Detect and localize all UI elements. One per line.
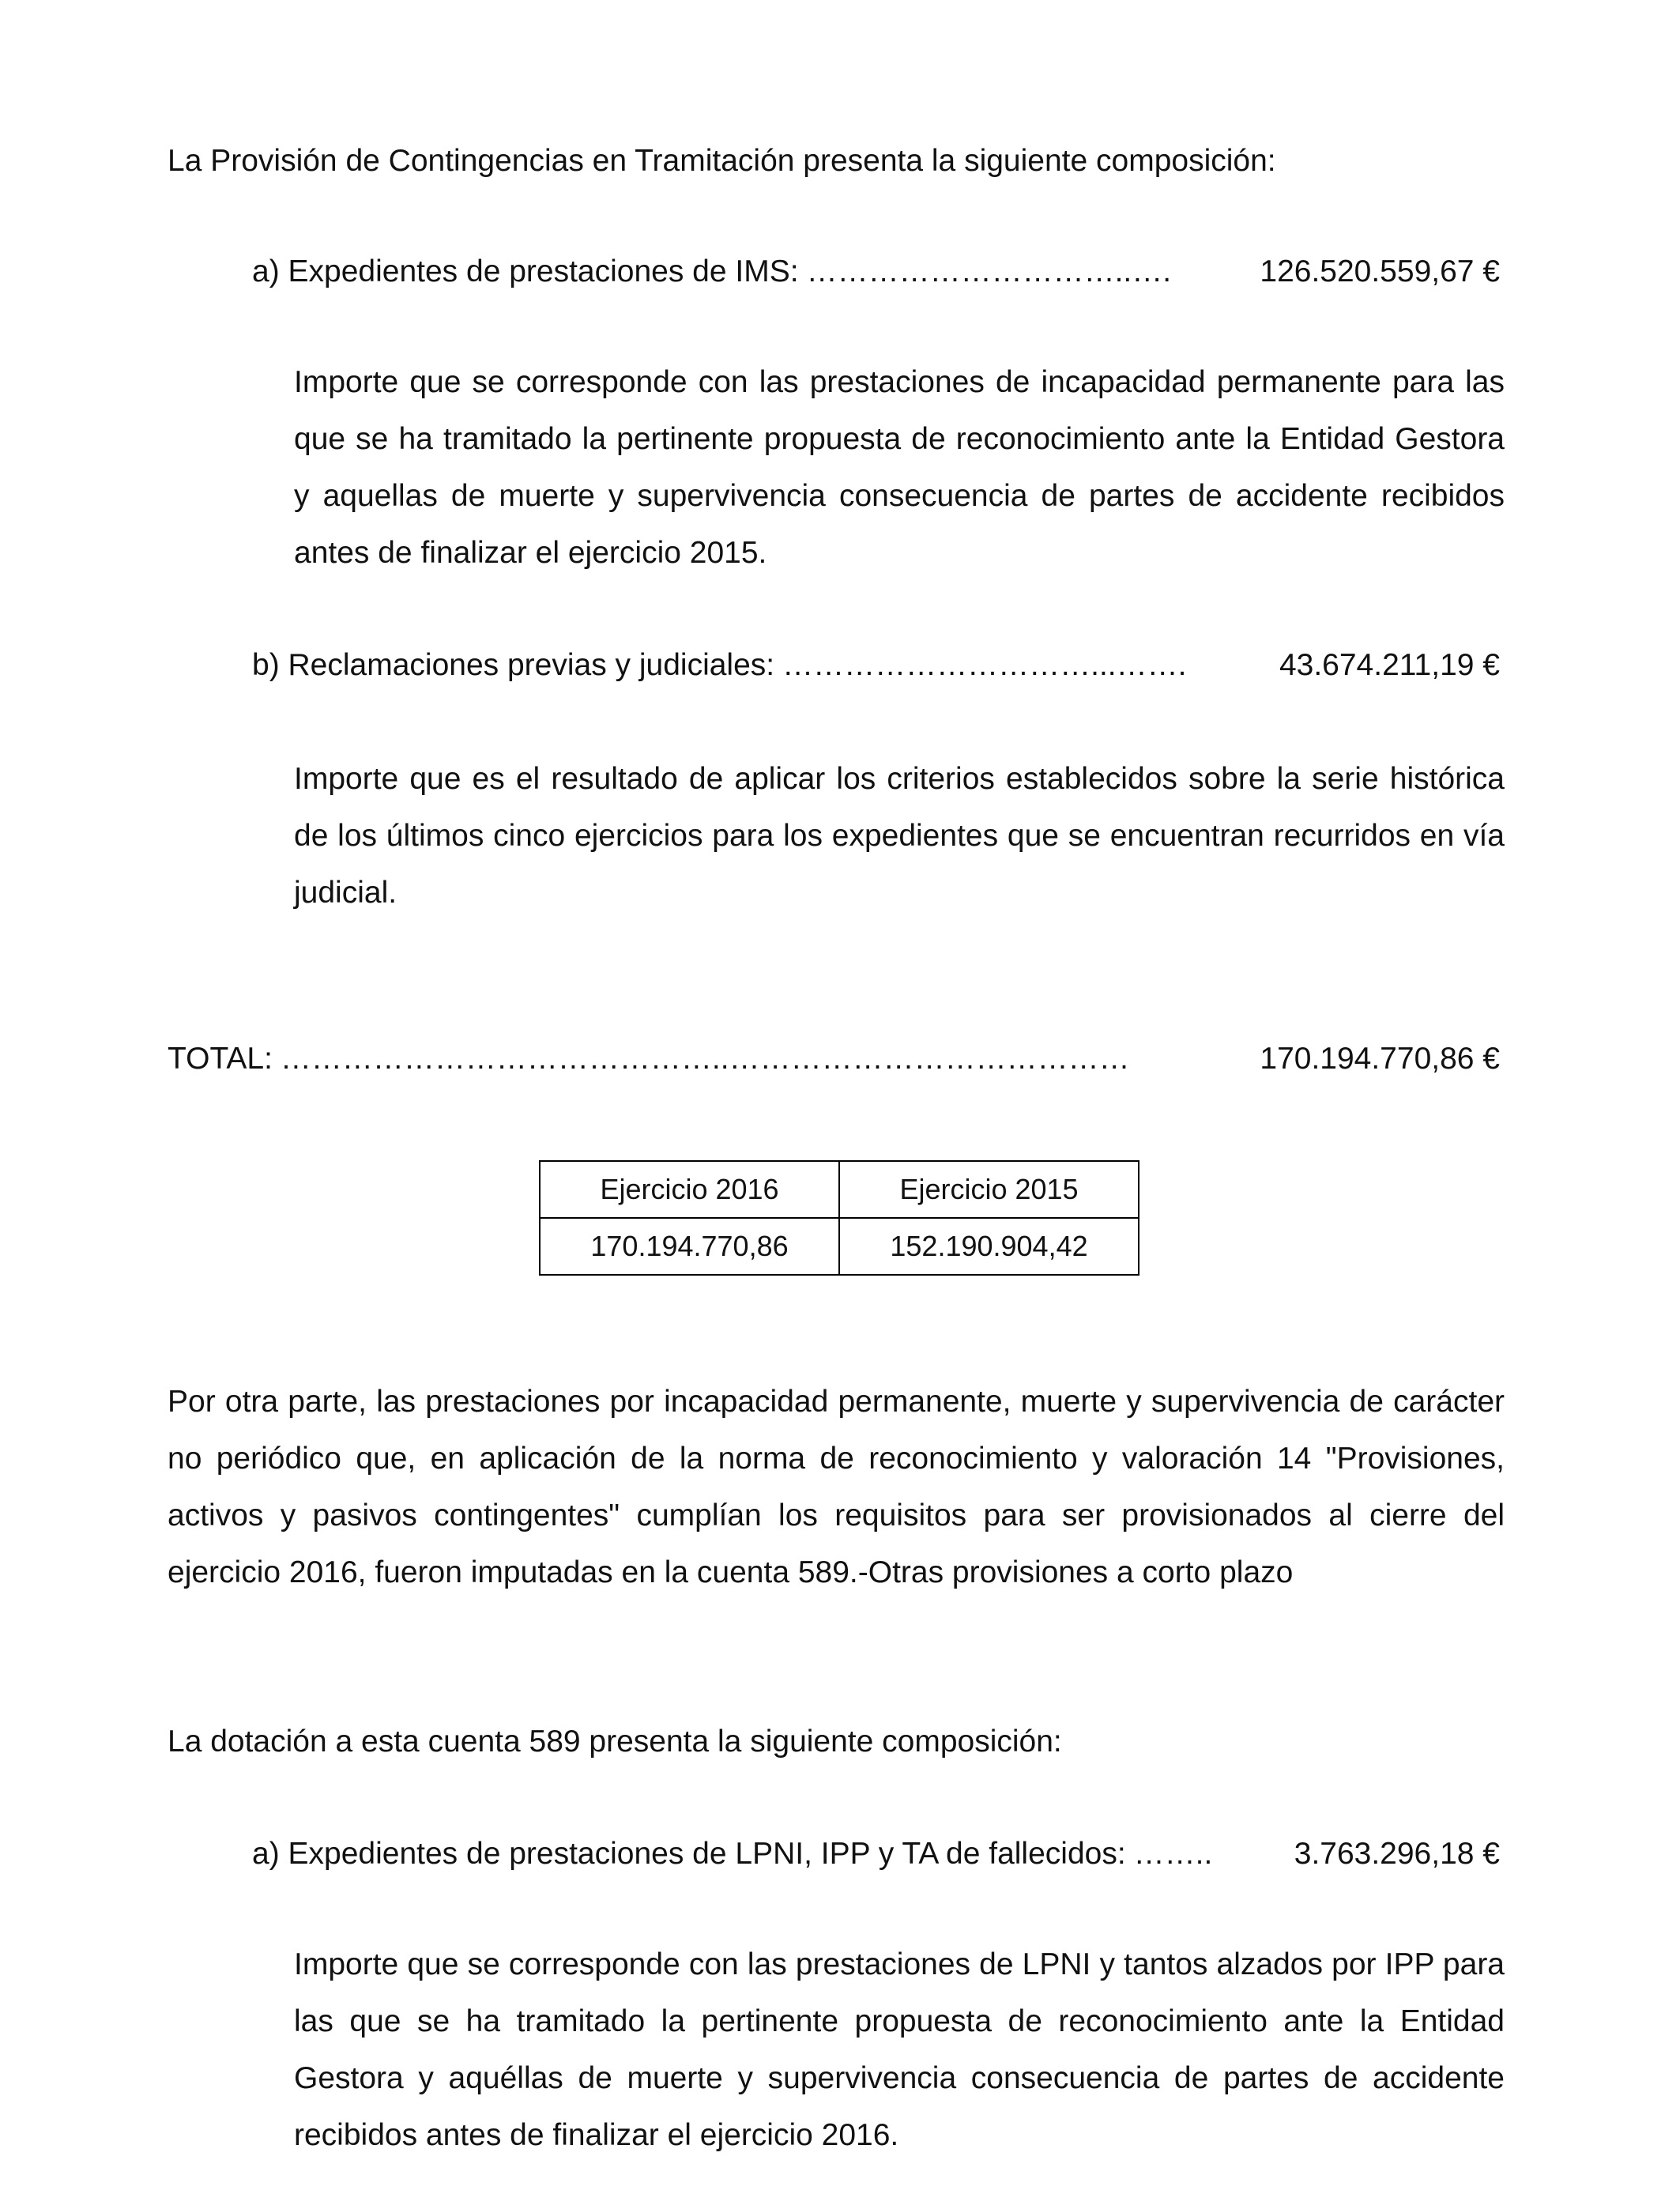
paragraph-provisions: Por otra parte, las prestaciones por incapacidad permanente, muerte y supervivencia de carácter no periódico que, en aplicación de la norma de reconocimiento y valoración 14 "Provisiones, activos y pasivos contingentes" cumplían los requisitos para ser provisionados al cierre del ejercicio 2016, fueron imputadas en la cuenta 589.-Otras provisiones a corto plazo xyxy=(168,1385,1505,1589)
total-amount: 170.194.770,86 € xyxy=(1260,1042,1500,1076)
total-dots: ……………………………………..………………………………… xyxy=(280,1042,1130,1076)
item-b-description: Importe que es el resultado de aplicar los criterios establecidos sobre la serie histórica de los últimos cinco ejercicios para los expedientes que se encuentran recurridos en vía judicial. xyxy=(294,762,1505,910)
item-b-line xyxy=(252,647,1500,684)
table-header-row xyxy=(540,1161,1139,1218)
total-label: TOTAL: xyxy=(168,1042,273,1076)
dotacion-intro-text: La dotación a esta cuenta 589 presenta la siguiente composición: xyxy=(168,1725,1062,1759)
comparison-table xyxy=(539,1160,1139,1276)
table-value-row xyxy=(540,1218,1139,1275)
item-c-line xyxy=(252,1835,1500,1873)
item-b-amount: 43.674.211,19 € xyxy=(1279,648,1500,682)
total-line xyxy=(168,1040,1500,1078)
value-ejercicio-2015: 152.190.904,42 xyxy=(839,1218,1139,1275)
item-c-label: a) Expedientes de prestaciones de LPNI, IPP y TA de fallecidos: xyxy=(252,1837,1126,1871)
item-a-amount: 126.520.559,67 € xyxy=(1260,254,1500,288)
header-ejercicio-2015: Ejercicio 2015 xyxy=(839,1161,1139,1218)
item-c-dots: …….. xyxy=(1133,1837,1213,1871)
intro-text: La Provisión de Contingencias en Tramitación presenta la siguiente composición: xyxy=(168,144,1276,178)
item-a-line xyxy=(252,253,1500,291)
item-b-label: b) Reclamaciones previas y judiciales: xyxy=(252,648,775,682)
header-ejercicio-2016: Ejercicio 2016 xyxy=(540,1161,839,1218)
item-c-description: Importe que se corresponde con las prestaciones de LPNI y tantos alzados por IPP para las que se ha tramitado la pertinente propuesta de reconocimiento ante la Entidad Gestora y aquéllas de muerte y supervivencia consecuencia de partes de accidente recibidos antes de finalizar el ejercicio 2016. xyxy=(294,1947,1505,2152)
item-b-dots: …………………………...……. xyxy=(782,648,1187,682)
item-a-description: Importe que se corresponde con las prestaciones de incapacidad permanente para las que se ha tramitado la pertinente propuesta de reconocimiento ante la Entidad Gestora y aquellas de muerte y supervivencia consecuencia de partes de accidente recibidos antes de finalizar el ejercicio 2015. xyxy=(294,365,1505,570)
value-ejercicio-2016: 170.194.770,86 xyxy=(540,1218,839,1275)
item-a-dots: …………………………..…. xyxy=(806,254,1172,288)
item-a-label: a) Expedientes de prestaciones de IMS: xyxy=(252,254,799,288)
item-c-amount: 3.763.296,18 € xyxy=(1294,1837,1500,1871)
